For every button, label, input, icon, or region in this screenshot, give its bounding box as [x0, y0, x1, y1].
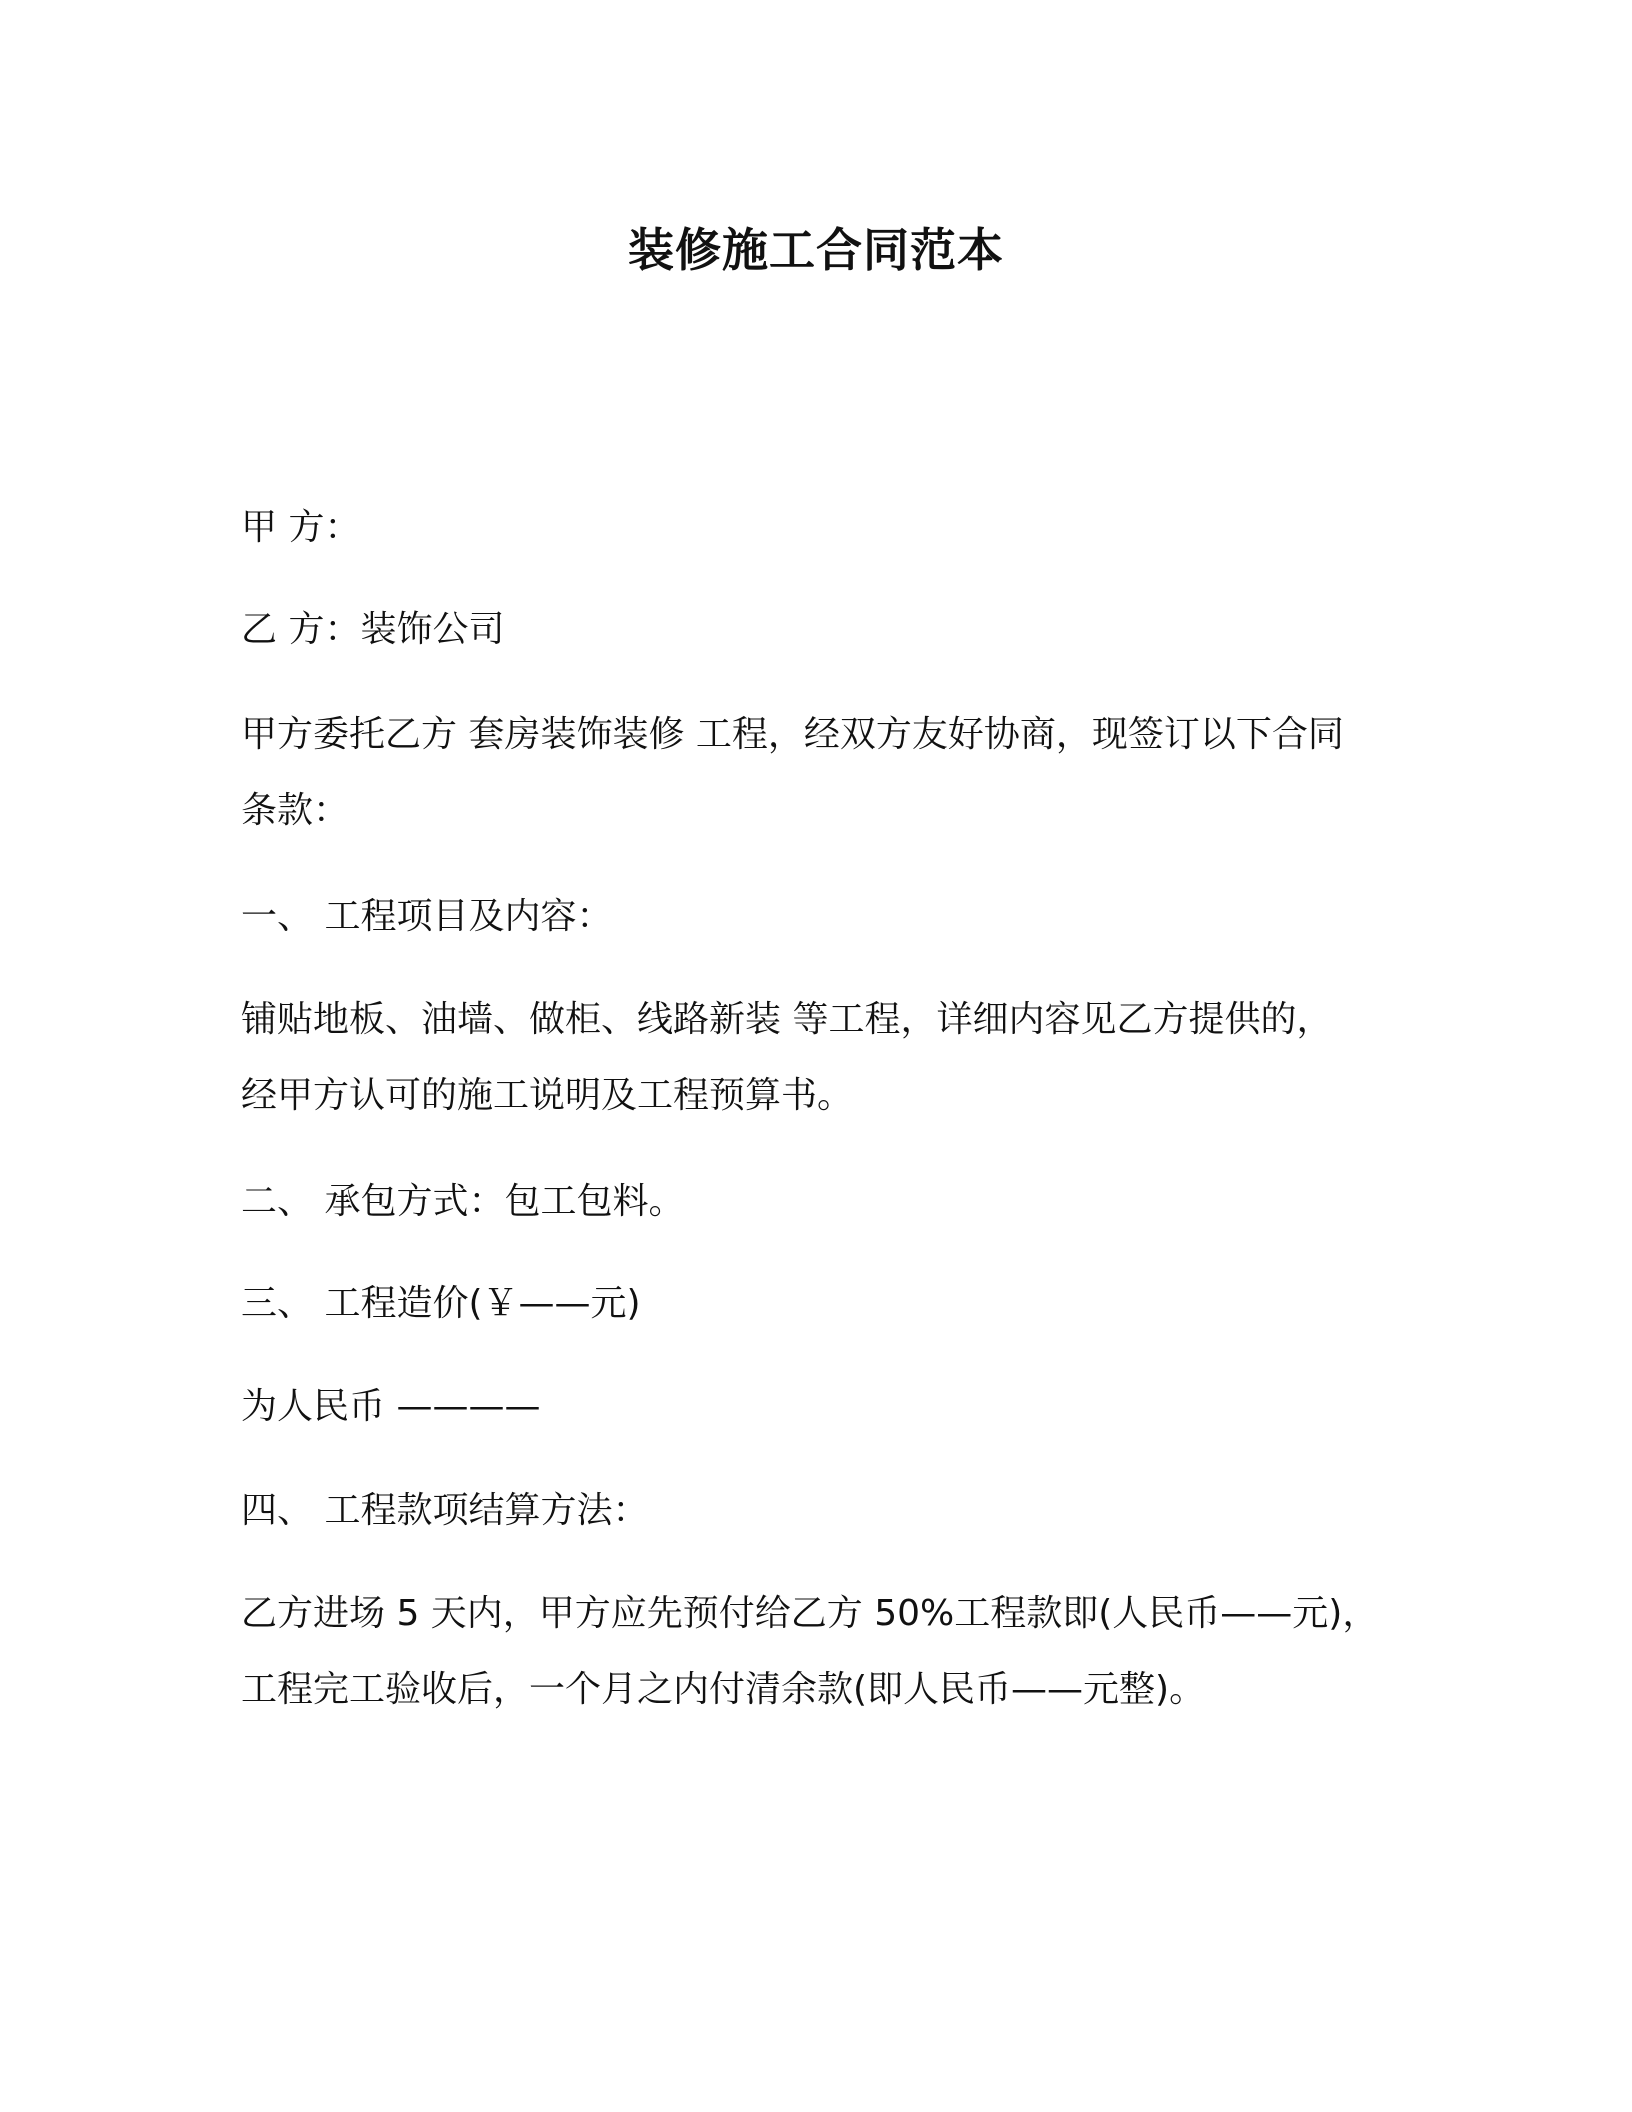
section-1-body: [241, 982, 1401, 1134]
party-b-line: 乙 方：装饰公司: [241, 609, 505, 650]
intro-paragraph: [241, 697, 1401, 849]
section-1-line-2: 经甲方认可的施工说明及工程预算书。: [241, 1075, 854, 1116]
intro-line-1: 甲方委托乙方 套房装饰装修 工程，经双方友好协商，现签订以下合同: [241, 714, 1344, 755]
party-a-line: 甲 方：: [241, 507, 361, 548]
section-1-line-1: 铺贴地板、油墙、做柜、线路新装 等工程，详细内容见乙方提供的，: [241, 999, 1333, 1040]
section-4-heading: 四、 工程款项结算方法：: [241, 1490, 649, 1531]
section-4-body: [241, 1576, 1401, 1728]
document-title: 装修施工合同范本: [628, 223, 1004, 277]
section-4-line-1: 乙方进场 5 天内，甲方应先预付给乙方 50%工程款即(人民币——元)，: [241, 1593, 1379, 1634]
section-1-heading: 一、 工程项目及内容：: [241, 896, 613, 937]
section-2-heading: 二、 承包方式：包工包料。: [241, 1181, 685, 1222]
section-3-body: 为人民币 ————: [241, 1386, 541, 1427]
section-4-line-2: 工程完工验收后，一个月之内付清余款(即人民币——元整)。: [241, 1669, 1206, 1710]
intro-line-2: 条款：: [241, 790, 350, 831]
section-3-heading: 三、 工程造价(￥——元): [241, 1283, 641, 1324]
